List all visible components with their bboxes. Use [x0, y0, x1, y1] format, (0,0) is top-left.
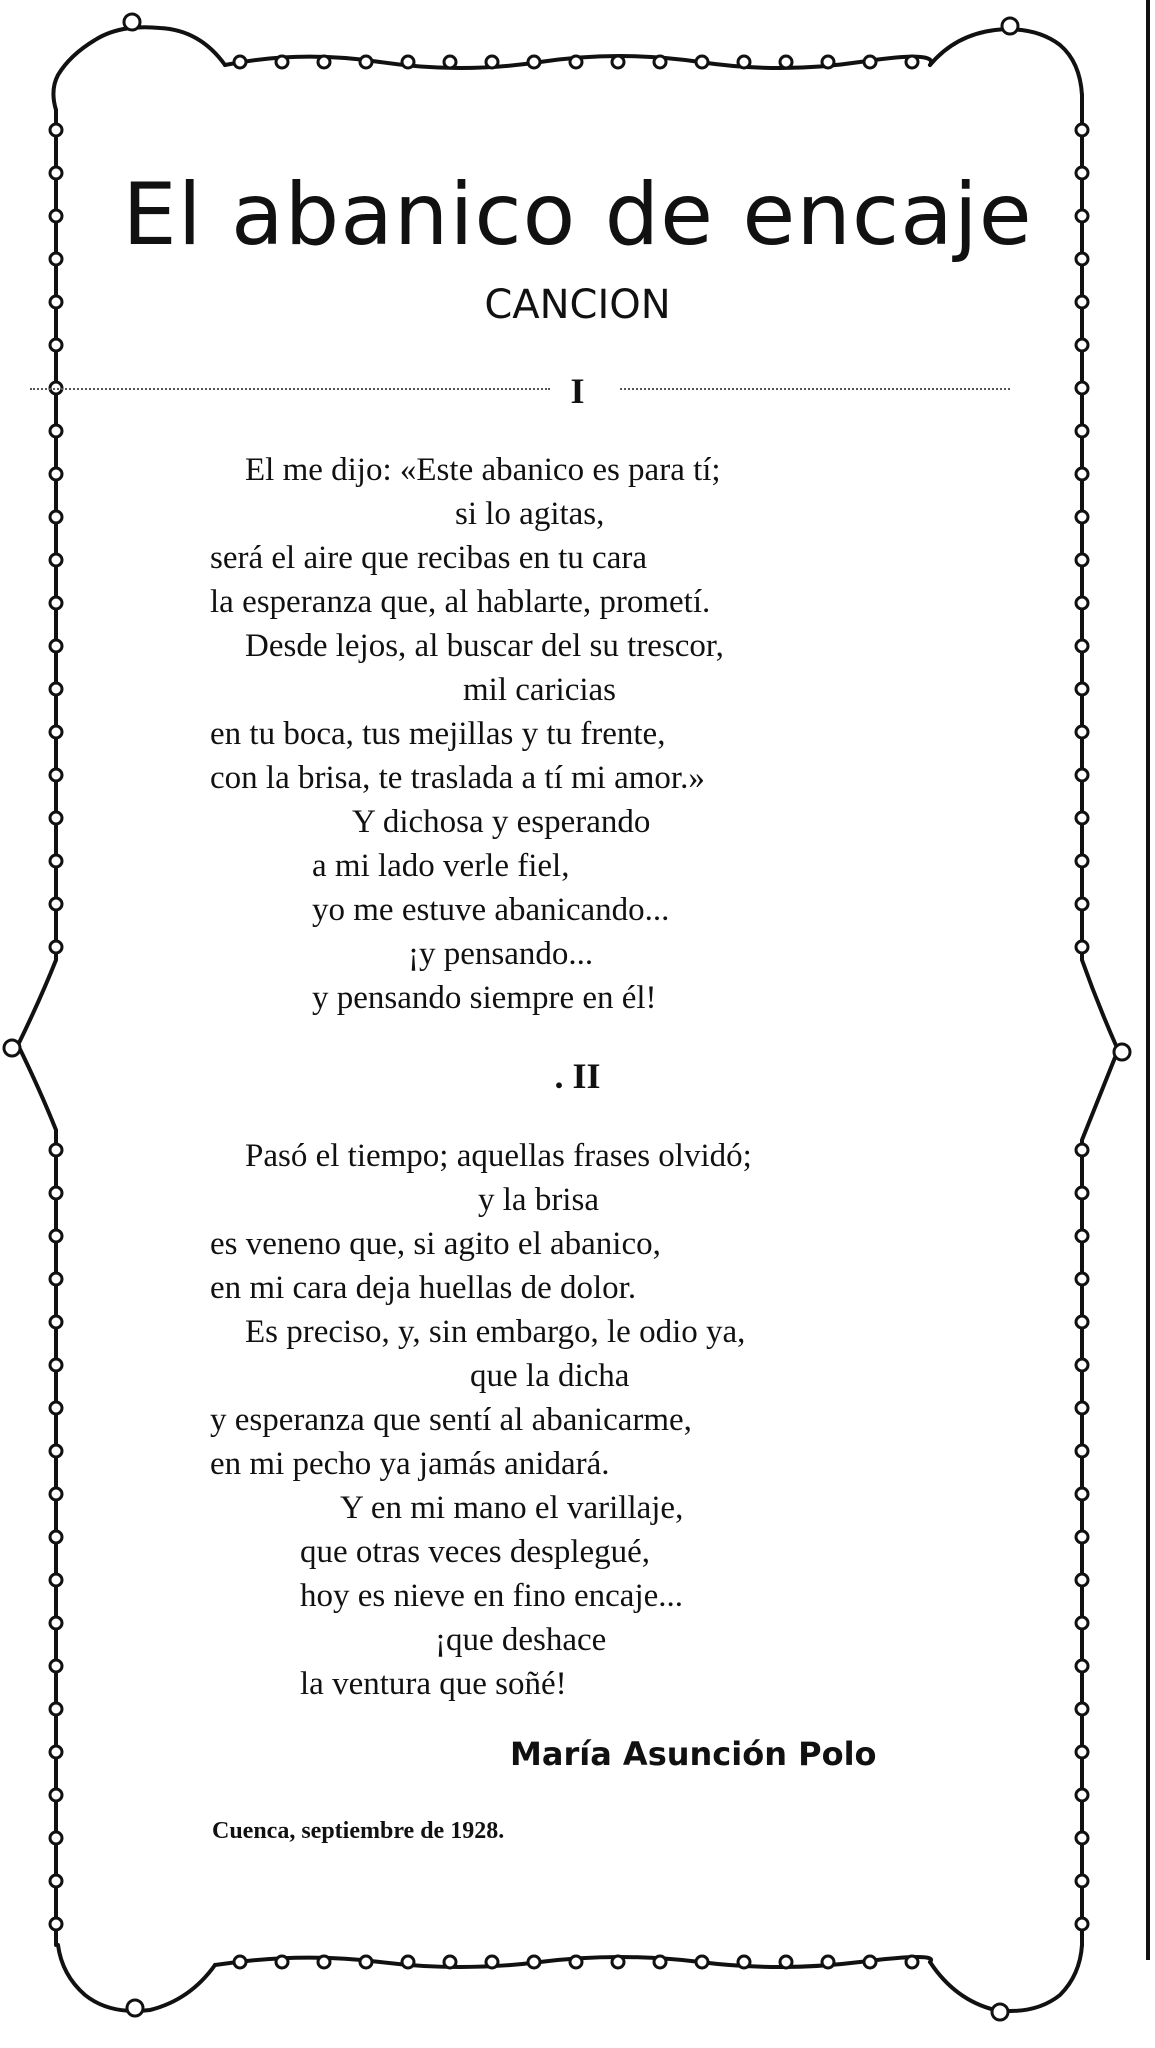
border-bead [1076, 1187, 1088, 1199]
stanza-line: si lo agitas, [455, 496, 605, 532]
border-bead [696, 56, 708, 68]
border-bead [486, 1956, 498, 1968]
dateline: Cuenca, septiembre de 1928. [212, 1818, 505, 1844]
border-bead [1076, 812, 1088, 824]
stanza-line: y pensando siempre en él! [312, 980, 657, 1016]
border-bead [1076, 1918, 1088, 1930]
author-signature: María Asunción Polo [510, 1735, 877, 1773]
border-bead [360, 1956, 372, 1968]
border-bead [402, 1956, 414, 1968]
border-bead [1076, 1617, 1088, 1629]
border-bead [50, 1488, 62, 1500]
border-bead [1076, 1832, 1088, 1844]
stanza-line: mil caricias [463, 672, 617, 708]
stanza-line: El me dijo: «Este abanico es para tí; [245, 452, 721, 488]
border-bead [1076, 1273, 1088, 1285]
border-bead [1076, 683, 1088, 695]
border-bead [1076, 726, 1088, 738]
border-bead [50, 855, 62, 867]
stanza-line: hoy es nieve en fino encaje... [300, 1578, 684, 1614]
border-bead [50, 1703, 62, 1715]
border-bead [234, 56, 246, 68]
border-bead [50, 425, 62, 437]
border-bead [906, 56, 918, 68]
border-bead [780, 1956, 792, 1968]
stanza-line: y esperanza que sentí al abanicarme, [210, 1402, 692, 1438]
border-bead [1076, 1746, 1088, 1758]
border-bead [50, 1832, 62, 1844]
border-bead [50, 1316, 62, 1328]
stanza-line: es veneno que, si agito el abanico, [210, 1226, 661, 1262]
stanza-line: Es preciso, y, sin embargo, le odio ya, [245, 1314, 746, 1350]
stanza-line: y la brisa [478, 1182, 599, 1218]
border-bead [822, 1956, 834, 1968]
poem-title: El abanico de encaje [122, 165, 1033, 265]
stanza-line: la ventura que soñé! [300, 1666, 567, 1702]
border-bead [1076, 855, 1088, 867]
border-bead [1076, 1144, 1088, 1156]
border-bead [50, 1531, 62, 1543]
border-bead [276, 1956, 288, 1968]
border-bead [1076, 1488, 1088, 1500]
border-bead [1076, 1359, 1088, 1371]
border-bead [738, 56, 750, 68]
stanza-line: Y en mi mano el varillaje, [340, 1490, 684, 1526]
border-bead [360, 56, 372, 68]
stanza-line: Pasó el tiempo; aquellas frases olvidó; [245, 1138, 752, 1174]
border-bead [50, 511, 62, 523]
border-bead [1076, 124, 1088, 136]
border-bead [50, 597, 62, 609]
border-bead [276, 56, 288, 68]
stanza-line: en tu boca, tus mejillas y tu frente, [210, 716, 666, 752]
border-bead [50, 1402, 62, 1414]
border-bead [1076, 468, 1088, 480]
stanza-line: que otras veces desplegué, [300, 1534, 651, 1570]
border-bead [50, 554, 62, 566]
border-bead [864, 56, 876, 68]
border-bead [1076, 1660, 1088, 1672]
border-bead [50, 1660, 62, 1672]
border-bead [50, 339, 62, 351]
border-bead [1076, 339, 1088, 351]
border-bead [402, 56, 414, 68]
border-bead [1076, 1789, 1088, 1801]
border-bead [738, 1956, 750, 1968]
border-bead [612, 1956, 624, 1968]
border-bead [1076, 1402, 1088, 1414]
border-bead [486, 56, 498, 68]
border-bead [50, 769, 62, 781]
border-bead [570, 56, 582, 68]
stanza-line: con la brisa, te traslada a tí mi amor.» [210, 760, 705, 796]
part-one-numeral: I [570, 371, 585, 411]
border-bead [234, 1956, 246, 1968]
stanza-line: ¡que deshace [435, 1622, 607, 1658]
stanza-line: que la dicha [470, 1358, 630, 1394]
border-bead [50, 1918, 62, 1930]
border-bead [50, 640, 62, 652]
border-bead [50, 1445, 62, 1457]
border-bead [528, 1956, 540, 1968]
border-bead [444, 1956, 456, 1968]
border-bead [570, 1956, 582, 1968]
border-bead [50, 1273, 62, 1285]
border-bead [780, 56, 792, 68]
border-bead [654, 56, 666, 68]
border-bead [50, 898, 62, 910]
border-bead [1076, 1875, 1088, 1887]
stanza-line: Y dichosa y esperando [352, 804, 651, 840]
border-bead [1076, 898, 1088, 910]
border-bead [50, 1230, 62, 1242]
border-bead [444, 56, 456, 68]
border-bead [1076, 511, 1088, 523]
stanza-line: ¡y pensando... [408, 936, 594, 972]
stanza-line: yo me estuve abanicando... [312, 892, 670, 928]
border-bead [50, 812, 62, 824]
border-bead [50, 1875, 62, 1887]
border-bead [1076, 769, 1088, 781]
border-bead [1076, 1574, 1088, 1586]
border-bead [50, 1144, 62, 1156]
border-bead [50, 683, 62, 695]
stanza-line: a mi lado verle fiel, [312, 848, 570, 884]
stanza-line: en mi pecho ya jamás anidará. [210, 1446, 610, 1482]
stanza-line: será el aire que recibas en tu cara [210, 540, 647, 576]
border-bead [1076, 1703, 1088, 1715]
border-bead [1076, 1531, 1088, 1543]
border-bead [822, 56, 834, 68]
border-bead [50, 1574, 62, 1586]
border-bead [1076, 554, 1088, 566]
stanza-line: en mi cara deja huellas de dolor. [210, 1270, 637, 1306]
border-bead [1076, 597, 1088, 609]
border-bead [654, 1956, 666, 1968]
border-bead [1076, 425, 1088, 437]
stanza-line: Desde lejos, al buscar del su trescor, [245, 628, 724, 664]
border-bead [864, 1956, 876, 1968]
border-bead [1076, 1230, 1088, 1242]
border-bead [50, 1746, 62, 1758]
border-bead [1076, 1316, 1088, 1328]
border-bead [1076, 941, 1088, 953]
border-bead [50, 726, 62, 738]
border-bead [50, 124, 62, 136]
border-bead [318, 56, 330, 68]
poem-subtitle: CANCION [484, 282, 671, 328]
part-two-numeral: . II [554, 1056, 601, 1096]
border-bead [1076, 640, 1088, 652]
border-bead [50, 941, 62, 953]
border-bead [50, 1789, 62, 1801]
border-bead [696, 1956, 708, 1968]
stanza-line: la esperanza que, al hablarte, prometí. [210, 584, 711, 620]
border-bead [50, 1617, 62, 1629]
border-bead [906, 1956, 918, 1968]
border-bead [1076, 1445, 1088, 1457]
border-bead [50, 468, 62, 480]
border-bead [50, 1187, 62, 1199]
border-bead [528, 56, 540, 68]
border-bead [612, 56, 624, 68]
border-bead [50, 1359, 62, 1371]
border-bead [318, 1956, 330, 1968]
